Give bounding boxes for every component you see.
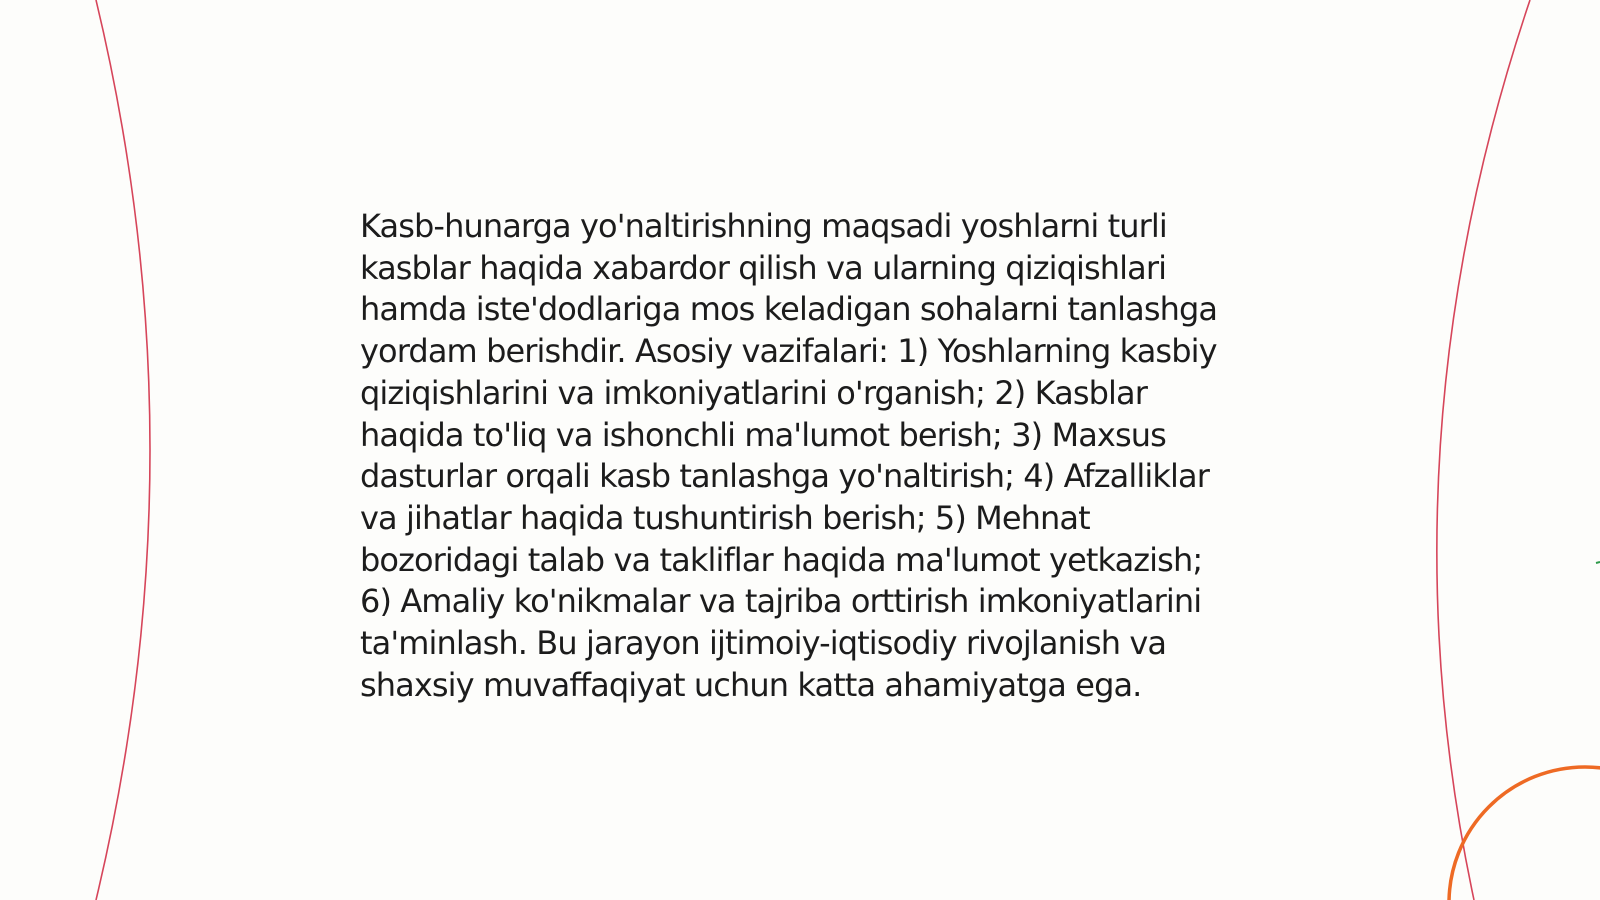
- orange-circle-arc: [1449, 767, 1600, 900]
- right-curve-line: [1437, 0, 1530, 900]
- green-accent-mark: [1596, 562, 1600, 563]
- left-curve-line: [96, 0, 150, 900]
- body-text: Kasb-hunarga yo'naltirishning maqsadi yoshlarni turli kasblar haqida xabardor qilish va ularning qiziqishlari hamda iste'dodlariga mos keladigan sohalarni tanlashga yordam berishdir. Asosiy vazifalari: 1) Yoshlarning kasbiy qiziqishlarini va imkoniyatlarini o'rganish; 2) Kasblar haqida to'liq va ishonchli ma'lumot berish; 3) Maxsus dasturlar orqali kasb tanlashga yo'naltirish; 4) Afzalliklar va jihatlar haqida tushuntirish berish; 5) Mehnat bozoridagi talab va takliflar haqida ma'lumot yetkazish; 6) Amaliy ko'nikmalar va tajriba orttirish imkoniyatlarini ta'minlash. Bu jarayon ijtimoiy-iqtisodiy rivojlanish va shaxsiy muvaffaqiyat uchun katta ahamiyatga ega.: [360, 207, 1218, 704]
